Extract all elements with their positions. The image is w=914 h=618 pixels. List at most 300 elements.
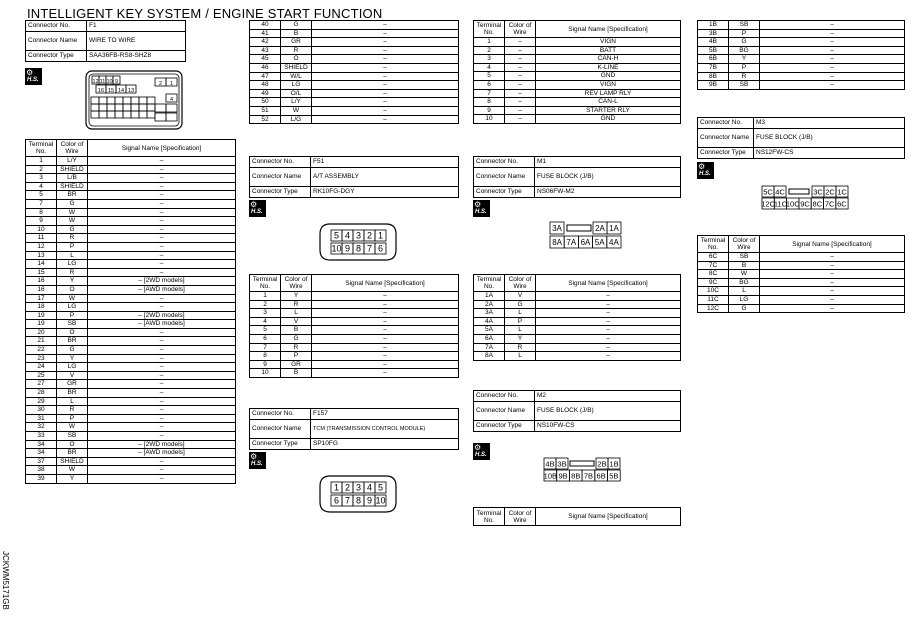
table-row <box>26 320 236 329</box>
pin-label: 11C <box>773 199 788 209</box>
table-row <box>698 29 905 38</box>
table-row <box>474 115 681 124</box>
wire-color-cell: W <box>57 466 88 475</box>
wire-color-cell: B <box>281 369 312 378</box>
hs-icon: ⚙ H.S. <box>249 200 266 217</box>
wire-color-cell: G <box>57 225 88 234</box>
signal-name-cell: – <box>88 389 236 398</box>
table-row <box>698 253 905 262</box>
signal-name-header: Signal Name [Specification] <box>312 275 459 292</box>
table-row <box>250 334 459 343</box>
table-row <box>26 423 236 432</box>
signal-name-cell: – <box>312 343 459 352</box>
wire-color-cell: Y <box>281 292 312 301</box>
table-row <box>26 474 236 483</box>
wire-color-cell: BG <box>729 278 760 287</box>
terminal-no-cell: 34 <box>26 440 57 449</box>
signal-name-cell: – <box>88 182 236 191</box>
pin-label: 6B <box>596 471 606 481</box>
pin-label: 3 <box>355 482 362 493</box>
pin-label: 1A <box>609 224 619 233</box>
connector-f51-no: F51 <box>311 157 459 168</box>
wire-color-cell: R <box>281 46 312 55</box>
table-row <box>698 38 905 47</box>
signal-name-cell: – <box>536 343 681 352</box>
terminal-no-cell: 3 <box>250 309 281 318</box>
connector-name-label: Connector Name <box>250 420 311 439</box>
wire-color-cell: BR <box>57 191 88 200</box>
signal-name-cell: – [AWD models] <box>88 449 236 458</box>
connector-type-label: Connector Type <box>474 187 535 198</box>
terminal-no-cell: 13 <box>26 251 57 260</box>
terminal-no-cell: 37 <box>26 457 57 466</box>
table-row <box>26 328 236 337</box>
terminal-no-cell: 46 <box>250 63 281 72</box>
table-row <box>26 251 236 260</box>
terminal-no-cell: 20 <box>26 328 57 337</box>
connector-f1-info <box>25 20 186 62</box>
terminal-no-cell: 6B <box>698 55 729 64</box>
signal-name-cell: GND <box>536 115 681 124</box>
pin-cell <box>123 111 131 118</box>
signal-name-cell: – <box>88 423 236 432</box>
wire-color-cell: R <box>57 268 88 277</box>
wire-color-cell: O <box>281 55 312 64</box>
terminal-no-cell: 14 <box>26 260 57 269</box>
signal-name-cell: – <box>88 354 236 363</box>
table-row <box>250 317 459 326</box>
table-row <box>250 89 459 98</box>
signal-name-cell: – <box>760 295 905 304</box>
pin-label: 1B <box>609 459 619 469</box>
connector-type-label: Connector Type <box>474 421 535 432</box>
pin-label: 10 <box>106 79 113 85</box>
table-row <box>698 81 905 90</box>
terminal-no-cell: 32 <box>26 423 57 432</box>
page-title: INTELLIGENT KEY SYSTEM / ENGINE START FUNCTION <box>27 6 383 21</box>
signal-name-cell: – <box>312 72 459 81</box>
wire-color-cell: G <box>281 334 312 343</box>
terminal-no-cell: 33 <box>26 432 57 441</box>
signal-name-cell: – <box>536 309 681 318</box>
pin-cell <box>123 104 131 111</box>
pin-label: 1 <box>377 230 384 241</box>
pin-label: 7B <box>583 471 594 481</box>
terminal-no-header: Terminal No. <box>474 275 505 292</box>
pin-label: 12 <box>92 79 99 85</box>
terminal-no-cell: 29 <box>26 397 57 406</box>
connector-f1-terminal-table-cont <box>249 20 459 124</box>
pin-label: 8 <box>355 243 362 254</box>
terminal-no-cell: 10C <box>698 287 729 296</box>
pin-label: 7 <box>366 243 373 254</box>
signal-name-cell: – <box>760 63 905 72</box>
connector-m3-type: NS12FW-CS <box>754 148 905 159</box>
table-row <box>474 106 681 115</box>
connector-m2-name: FUSE BLOCK (J/B) <box>535 402 681 421</box>
pin-cell <box>99 97 107 104</box>
wire-color-cell: BR <box>57 449 88 458</box>
pin-label: 3 <box>355 230 362 241</box>
terminal-no-cell: 9 <box>26 217 57 226</box>
terminal-no-cell: 1 <box>474 38 505 47</box>
terminal-no-cell: 49 <box>250 89 281 98</box>
pin-cell <box>99 111 107 118</box>
pin-label: 12C <box>761 199 776 209</box>
signal-name-cell: – <box>88 165 236 174</box>
table-row <box>250 81 459 90</box>
table-row <box>474 89 681 98</box>
wire-color-cell: W <box>729 270 760 279</box>
signal-name-cell: – <box>88 303 236 312</box>
color-of-wire-header: Color of Wire <box>505 275 536 292</box>
wire-color-cell: – <box>505 72 536 81</box>
terminal-no-cell: 3B <box>698 29 729 38</box>
pin-cell <box>139 104 147 111</box>
signal-name-cell: – <box>760 253 905 262</box>
signal-name-header: Signal Name [Specification] <box>536 21 681 38</box>
wire-color-cell: LG <box>281 81 312 90</box>
connector-m1-terminal-table <box>473 274 681 361</box>
table-row <box>250 115 459 124</box>
signal-name-cell: – <box>88 406 236 415</box>
terminal-no-cell: 11C <box>698 295 729 304</box>
pin-label: 1C <box>837 187 847 197</box>
terminal-no-cell: 6 <box>474 80 505 89</box>
pin-label: 10C <box>785 199 800 209</box>
signal-name-cell: STARTER RLY <box>536 106 681 115</box>
table-row <box>698 304 905 313</box>
pin-label: 10 <box>375 495 386 506</box>
table-row <box>26 234 236 243</box>
terminal-no-cell: 9 <box>250 360 281 369</box>
wire-color-cell: – <box>505 80 536 89</box>
table-row <box>250 292 459 301</box>
terminal-no-cell: 27 <box>26 380 57 389</box>
terminal-no-cell: 11 <box>26 234 57 243</box>
pin-label: 6A <box>580 238 591 247</box>
terminal-no-cell: 4B <box>698 38 729 47</box>
wire-color-cell: L/Y <box>57 157 88 166</box>
wire-color-cell: P <box>505 317 536 326</box>
lock-tab <box>570 461 594 466</box>
terminal-no-cell: 19 <box>26 320 57 329</box>
pin-cell <box>147 104 155 111</box>
signal-name-cell: – [AWD models] <box>88 320 236 329</box>
table-row <box>26 199 236 208</box>
terminal-no-cell: 5B <box>698 46 729 55</box>
signal-name-cell: BATT <box>536 46 681 55</box>
connector-m3-diagram <box>760 182 854 212</box>
hs-icon: ⚙ H.S. <box>249 452 266 469</box>
pin-cell <box>147 97 155 104</box>
connector-f1-no: F1 <box>87 21 186 32</box>
wire-color-cell: R <box>281 343 312 352</box>
terminal-no-cell: 8 <box>26 208 57 217</box>
signal-name-cell: – <box>536 300 681 309</box>
hs-icon: ⚙ H.S. <box>25 68 42 85</box>
pin-cell <box>99 104 107 111</box>
connector-m3-info <box>697 117 905 159</box>
color-of-wire-header: Color of Wire <box>57 140 88 157</box>
connector-f157-type: SP10FG <box>311 439 459 450</box>
pin-label: 2B <box>597 459 607 469</box>
pin-label: 9B <box>558 471 568 481</box>
connector-m2-terminal-table-cont <box>697 20 905 90</box>
pin-cell <box>166 104 177 112</box>
wire-color-cell: SB <box>729 81 760 90</box>
connector-name-label: Connector Name <box>474 402 535 421</box>
connector-m1-info <box>473 156 681 198</box>
table-row <box>250 369 459 378</box>
connector-m3-terminal-table <box>697 235 905 313</box>
terminal-no-cell: 16 <box>26 277 57 286</box>
table-row <box>474 63 681 72</box>
terminal-no-cell: 7 <box>26 199 57 208</box>
wire-color-cell: P <box>57 242 88 251</box>
table-row <box>26 449 236 458</box>
terminal-no-cell: 50 <box>250 98 281 107</box>
terminal-no-cell: 9C <box>698 278 729 287</box>
pin-label: 15 <box>107 88 115 94</box>
connector-f157-diagram <box>318 474 398 514</box>
pin-label: 5 <box>377 482 384 493</box>
signal-name-cell: VIGN <box>536 80 681 89</box>
pin-label: 9 <box>366 495 373 506</box>
terminal-no-cell: 45 <box>250 55 281 64</box>
terminal-no-header: Terminal No. <box>26 140 57 157</box>
terminal-no-cell: 15 <box>26 268 57 277</box>
terminal-no-cell: 1 <box>250 292 281 301</box>
connector-name-label: Connector Name <box>474 168 535 187</box>
wire-color-cell: BG <box>729 46 760 55</box>
signal-name-cell: – [2WD models] <box>88 440 236 449</box>
table-row <box>250 106 459 115</box>
wire-color-cell: L <box>505 352 536 361</box>
terminal-no-cell: 10 <box>26 225 57 234</box>
terminal-no-cell: 24 <box>26 363 57 372</box>
hs-icon: ⚙ H.S. <box>697 162 714 179</box>
signal-name-cell: – <box>312 309 459 318</box>
terminal-no-cell: 25 <box>26 371 57 380</box>
terminal-no-cell: 38 <box>26 466 57 475</box>
connector-f51-info <box>249 156 459 198</box>
wire-color-cell: G <box>57 346 88 355</box>
connector-f51-terminal-table <box>249 274 459 378</box>
signal-name-cell: – <box>88 199 236 208</box>
pin-label: 10B <box>543 471 558 481</box>
table-row <box>26 466 236 475</box>
wire-color-cell: W/L <box>281 72 312 81</box>
table-row <box>474 326 681 335</box>
signal-name-cell: – <box>88 242 236 251</box>
wire-color-cell: R <box>57 406 88 415</box>
terminal-no-cell: 17 <box>26 294 57 303</box>
wire-color-cell: G <box>57 199 88 208</box>
wire-color-cell: GR <box>57 380 88 389</box>
table-row <box>698 295 905 304</box>
signal-name-cell: – <box>312 115 459 124</box>
pin-cell <box>123 97 131 104</box>
wire-color-cell: V <box>505 292 536 301</box>
terminal-no-header: Terminal No. <box>250 275 281 292</box>
signal-name-cell: – <box>312 369 459 378</box>
signal-name-cell: – <box>312 21 459 30</box>
pin-label: 7C <box>824 199 835 209</box>
signal-name-header: Signal Name [Specification] <box>760 236 905 253</box>
signal-name-cell: – <box>760 278 905 287</box>
table-row <box>250 352 459 361</box>
pin-cell <box>115 104 123 111</box>
pin-label: 4 <box>366 482 373 493</box>
pin-label: 6 <box>333 495 340 506</box>
terminal-no-cell: 12C <box>698 304 729 313</box>
wire-color-cell: O <box>57 285 88 294</box>
terminal-no-cell: 40 <box>250 21 281 30</box>
pin-cell <box>139 111 147 118</box>
pin-cell <box>91 104 99 111</box>
pin-label: 5 <box>333 230 340 241</box>
signal-name-cell: – <box>88 268 236 277</box>
pin-label: 4 <box>344 230 351 241</box>
wire-color-cell: Y <box>729 55 760 64</box>
terminal-no-cell: 48 <box>250 81 281 90</box>
pin-cell <box>131 104 139 111</box>
wire-color-cell: L/B <box>57 174 88 183</box>
terminal-no-cell: 31 <box>26 414 57 423</box>
wire-color-cell: P <box>281 352 312 361</box>
terminal-no-cell: 41 <box>250 29 281 38</box>
connector-no-label: Connector No. <box>26 21 87 32</box>
connector-f1-terminal-table <box>25 139 236 484</box>
wire-color-cell: B <box>729 261 760 270</box>
wire-color-cell: L <box>281 309 312 318</box>
signal-name-cell: – <box>760 81 905 90</box>
wire-color-cell: BR <box>57 389 88 398</box>
wire-color-cell: L <box>57 251 88 260</box>
wire-color-cell: – <box>505 63 536 72</box>
terminal-no-cell: 10 <box>474 115 505 124</box>
pin-cell <box>147 111 155 118</box>
connector-f51-diagram <box>318 222 398 262</box>
signal-name-header: Signal Name [Specification] <box>536 508 681 526</box>
document-code: JCKWM5171GB <box>0 551 10 610</box>
signal-name-cell: – [2WD models] <box>88 311 236 320</box>
pin-label: 16 <box>97 88 105 94</box>
table-row <box>474 352 681 361</box>
signal-name-cell: – <box>760 287 905 296</box>
pin-cell <box>91 97 99 104</box>
signal-name-cell: – <box>312 292 459 301</box>
wire-color-cell: – <box>505 106 536 115</box>
pin-label: 5C <box>763 187 773 197</box>
terminal-no-cell: 23 <box>26 354 57 363</box>
signal-name-cell: – <box>312 300 459 309</box>
wire-color-cell: L <box>729 287 760 296</box>
pin-label: 3A <box>552 224 562 233</box>
signal-name-cell: – <box>88 208 236 217</box>
wire-color-cell: R <box>281 300 312 309</box>
pin-label: 13 <box>127 88 135 94</box>
wire-color-cell: – <box>505 46 536 55</box>
table-row <box>474 55 681 64</box>
table-row <box>250 309 459 318</box>
terminal-no-cell: 4 <box>474 63 505 72</box>
terminal-no-cell: 8A <box>474 352 505 361</box>
pin-cell <box>131 111 139 118</box>
wire-color-cell: SB <box>729 253 760 262</box>
table-row <box>698 278 905 287</box>
connector-type-label: Connector Type <box>250 187 311 198</box>
table-row <box>26 260 236 269</box>
pin-label: 3B <box>557 459 567 469</box>
pin-label: 2 <box>344 482 351 493</box>
signal-name-cell: – <box>760 270 905 279</box>
wire-color-cell: O/L <box>281 89 312 98</box>
signal-name-cell: – <box>88 474 236 483</box>
terminal-no-cell: 5 <box>474 72 505 81</box>
terminal-no-cell: 5A <box>474 326 505 335</box>
signal-name-cell: – <box>312 317 459 326</box>
signal-name-cell: – <box>88 337 236 346</box>
hs-icon: ⚙ H.S. <box>473 200 490 217</box>
pin-cell <box>107 104 115 111</box>
signal-name-cell: – <box>536 292 681 301</box>
table-row <box>474 317 681 326</box>
pin-cell <box>107 97 115 104</box>
terminal-no-cell: 21 <box>26 337 57 346</box>
connector-no-label: Connector No. <box>250 409 311 420</box>
signal-name-header: Signal Name [Specification] <box>88 140 236 157</box>
terminal-no-cell: 1A <box>474 292 505 301</box>
table-row <box>26 217 236 226</box>
terminal-no-cell: 3 <box>474 55 505 64</box>
terminal-no-cell: 5 <box>26 191 57 200</box>
terminal-no-cell: 8C <box>698 270 729 279</box>
wire-color-cell: O <box>57 328 88 337</box>
table-row <box>698 55 905 64</box>
color-of-wire-header: Color of Wire <box>729 236 760 253</box>
pin-label: 8B <box>571 471 581 481</box>
connector-f51-type: RK10FG-DGY <box>311 187 459 198</box>
terminal-no-cell: 8B <box>698 72 729 81</box>
terminal-no-cell: 7 <box>250 343 281 352</box>
signal-name-cell: – <box>760 55 905 64</box>
signal-name-cell: VIGN <box>536 38 681 47</box>
signal-name-cell: – <box>88 294 236 303</box>
lock-tab <box>789 189 809 194</box>
terminal-no-header: Terminal No. <box>474 21 505 38</box>
wire-color-cell: W <box>57 208 88 217</box>
table-row <box>26 406 236 415</box>
table-row <box>474 309 681 318</box>
table-row <box>474 343 681 352</box>
pin-cell <box>115 97 123 104</box>
signal-name-cell: – <box>88 234 236 243</box>
table-row <box>26 389 236 398</box>
terminal-no-cell: 6A <box>474 334 505 343</box>
terminal-no-cell: 7C <box>698 261 729 270</box>
signal-name-cell: – <box>312 89 459 98</box>
wire-color-cell: L <box>505 326 536 335</box>
connector-m2-no: M2 <box>535 391 681 402</box>
wire-color-cell: SHIELD <box>57 457 88 466</box>
pin-label: 4B <box>545 459 555 469</box>
signal-name-cell: – <box>88 371 236 380</box>
table-row <box>698 261 905 270</box>
signal-name-cell: – <box>312 81 459 90</box>
hs-icon: ⚙ H.S. <box>473 443 490 460</box>
